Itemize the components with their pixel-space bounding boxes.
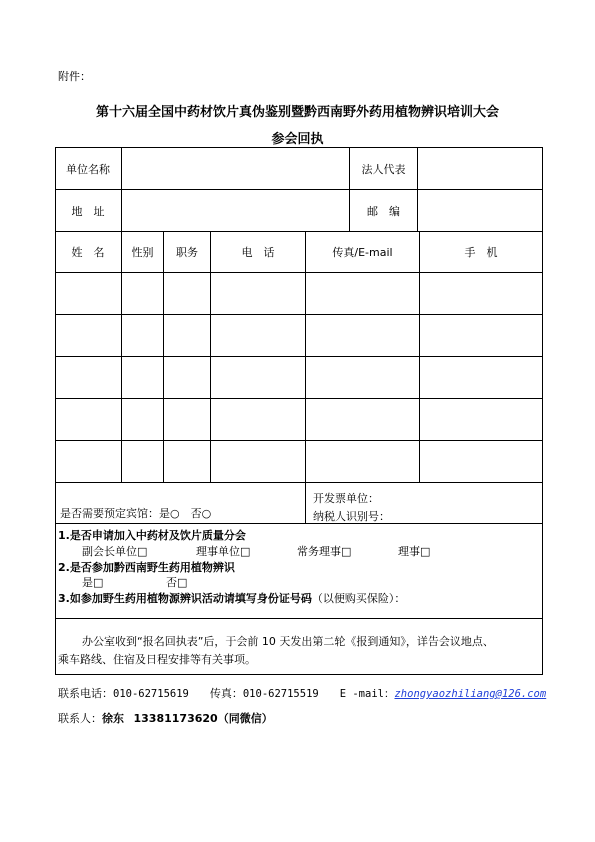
email-link[interactable]: zhongyaozhiliang@126.com [394,688,547,700]
column-header-fax-email: 传真/E-mail [332,246,393,259]
column-header-position: 职务 [176,246,198,259]
hotel-question: 是否需要预定宾馆：是○ 否○ [60,507,212,520]
question-3 [58,590,405,606]
table-row[interactable] [56,357,542,398]
option-council-unit[interactable]: 理事单位□ [196,545,251,558]
phone-number: 010-62715619 [113,688,189,700]
question-3-text: 3.如参加野生药用植物源辨识活动请填写身份证号码 [58,592,312,605]
legal-rep-label: 法人代表 [361,162,406,176]
question-2: 2.是否参加黔西南野生药用植物辨识 [58,561,235,574]
unit-name-field[interactable] [122,148,349,189]
page-title: 第十六届全国中药材饮片真伪鉴别暨黔西南野外药用植物辨识培训大会 [95,105,499,120]
notice-line-1: 办公室收到“报名回执表”后，于会前 10 天发出第二轮《报到通知》，详告会议地点、 [82,635,494,648]
question-1: 1.是否申请加入中药材及饮片质量分会 [58,529,246,542]
taxpayer-id-label: 纳税人识别号： [313,510,390,523]
contact-mobile: 13381173620（同微信） [133,712,273,725]
address-field[interactable] [122,190,349,231]
option-director[interactable]: 理事□ [398,545,431,558]
option-no[interactable]: 否□ [166,576,188,589]
postcode-label: 邮 编 [367,204,400,218]
table-row[interactable] [56,273,542,314]
legal-rep-field[interactable] [418,148,542,189]
contact-line [58,685,546,701]
fax-label: 传真： [209,687,243,700]
column-header-mobile: 手 机 [464,246,498,259]
column-header-phone: 电 话 [241,246,275,259]
column-header-name: 姓 名 [71,246,105,259]
contact-person-line [58,710,273,726]
option-executive-director[interactable]: 常务理事□ [297,545,352,558]
option-vice-president-unit[interactable]: 副会长单位□ [82,545,148,558]
question-3-note: （以便购买保险）： [311,592,406,605]
column-header-gender: 性别 [131,246,154,259]
postcode-field[interactable] [418,190,542,231]
attachment-label: 附件： [58,70,91,83]
page-subtitle: 参会回执 [271,132,324,147]
table-row[interactable] [56,441,542,482]
fax-number: 010-62715519 [242,688,319,700]
table-row[interactable] [56,315,542,356]
table-row[interactable] [56,399,542,440]
invoice-unit-label: 开发票单位： [313,492,379,505]
address-label: 地 址 [71,204,105,218]
email-label: E -mail： [339,688,395,700]
contact-person-name: 徐东 [102,712,124,725]
contact-person-label: 联系人： [58,712,102,725]
phone-label: 联系电话： [58,687,113,700]
notice-line-2: 乘车路线、住宿及日程安排等有关事项。 [58,653,256,666]
unit-name-label: 单位名称 [66,162,110,176]
option-yes[interactable]: 是□ [82,576,104,589]
